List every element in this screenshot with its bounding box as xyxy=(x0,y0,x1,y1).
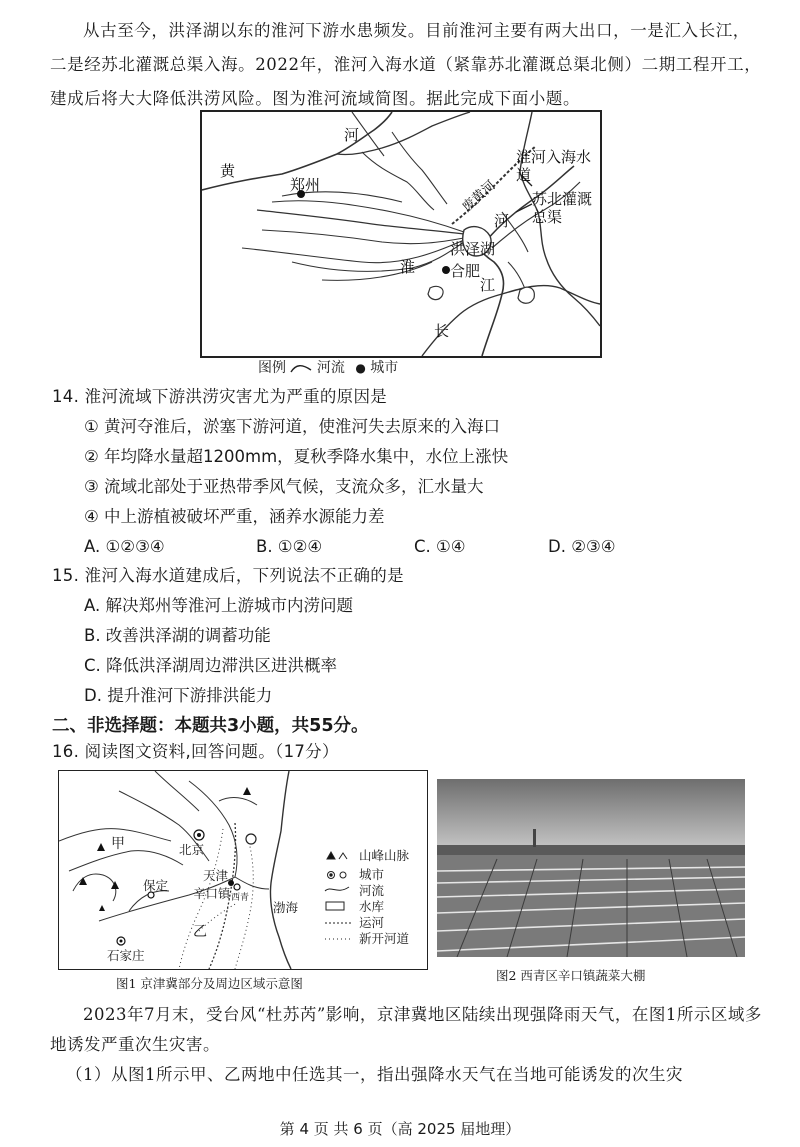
label-zhengzhou: 郑州 xyxy=(290,176,321,194)
huai-river-map xyxy=(200,110,602,358)
q14-item-1: ① 黄河夺淮后，淤塞下游河道，使淮河失去原来的入海口 xyxy=(84,417,501,436)
fig2-caption: 图2 西青区辛口镇蔬菜大棚 xyxy=(496,968,646,983)
label-jia: 甲 xyxy=(111,836,125,852)
label-shijiazhuang: 石家庄 xyxy=(107,948,145,963)
label-tianjin: 天津 xyxy=(203,868,229,883)
page-footer: 第 4 页 共 6 页（高 2025 届地理） xyxy=(279,1120,521,1138)
section-2-heading: 二、非选择题：本题共3小题，共55分。 xyxy=(52,716,369,736)
legend-prefix: 图例 xyxy=(258,360,286,376)
label-hefei: 合肥 xyxy=(450,262,481,280)
legend-river: 河流 xyxy=(359,883,385,898)
legend-reservoir: 水库 xyxy=(359,899,385,914)
q14-item-3: ③ 流域北部处于亚热带季风气候，支流众多，汇水量大 xyxy=(84,477,484,496)
label-baoding: 保定 xyxy=(143,878,169,893)
q14-choice-b: B. ①②④ xyxy=(256,537,323,556)
hefei-city-dot xyxy=(442,266,450,274)
label-feihuanghe: 废黄河 xyxy=(459,178,499,216)
label-huai: 淮 xyxy=(400,258,416,276)
q14-item-4: ④ 中上游植被破坏严重，涵养水源能力差 xyxy=(84,507,385,526)
label-beijing: 北京 xyxy=(179,842,205,857)
label-he: 河 xyxy=(344,126,360,144)
q15-stem: 15. 淮河入海水道建成后，下列说法不正确的是 xyxy=(52,566,404,585)
q16-stem: 16. 阅读图文资料,回答问题。（17分） xyxy=(52,742,339,761)
q14-choice-a: A. ①②③④ xyxy=(84,537,165,556)
q16-subquestion-1: （1）从图1所示甲、乙两地中任选其一，指出强降水天气在当地可能诱发的次生灾 xyxy=(66,1065,683,1084)
q15-choice-b: B. 改善洪泽湖的调蓄功能 xyxy=(84,626,271,645)
label-xinkouzhen: 辛口镇 xyxy=(193,886,231,901)
q14-stem: 14. 淮河流域下游洪涝灾害尤为严重的原因是 xyxy=(52,387,388,406)
legend-canal: 运河 xyxy=(359,915,385,930)
q15-choice-d: D. 提升淮河下游排洪能力 xyxy=(84,686,273,705)
q15-choice-a: A. 解决郑州等淮河上游城市内涝问题 xyxy=(84,596,353,615)
label-subei-canal: 苏北灌溉总渠 xyxy=(532,190,593,226)
greenhouse-photo xyxy=(437,779,745,957)
label-jiang: 江 xyxy=(480,276,496,294)
greenhouse-photo-drawing xyxy=(437,779,745,957)
legend-new-channel: 新开河道 xyxy=(359,931,410,946)
intro-paragraph: 从古至今，洪泽湖以东的淮河下游水患频发。目前淮河主要有两大出口，一是汇入长江，二是经苏北灌溉总渠入海。2022年，淮河入海水道（紧靠苏北灌溉总渠北侧）二期工程开工，建成后将大大降低洪涝风险。图为淮河流域简图。据此完成下面小题。 xyxy=(50,21,762,108)
legend-river: 河流 xyxy=(316,360,345,376)
label-bohai: 渤海 xyxy=(273,900,299,915)
label-chang: 长 xyxy=(434,322,450,340)
label-hongzehu: 洪泽湖 xyxy=(450,240,496,258)
label-huaihe-rhsd: 淮河入海水道 xyxy=(516,148,592,184)
legend-city: 城市 xyxy=(370,360,399,376)
label-yi: 乙 xyxy=(193,924,207,940)
q15-choice-c: C. 降低洪泽湖周边滞洪区进洪概率 xyxy=(84,656,338,675)
city-legend-icon: ● xyxy=(355,361,366,375)
map1-legend xyxy=(258,357,398,377)
legend-city: 城市 xyxy=(359,867,385,882)
jingjinji-map xyxy=(58,770,428,970)
q14-choice-c: C. ①④ xyxy=(414,537,466,556)
river-legend-icon xyxy=(290,362,312,374)
q14-choice-d: D. ②③④ xyxy=(548,537,616,556)
legend-mountain: 山峰山脉 xyxy=(359,848,410,863)
label-he-lower: 河 xyxy=(494,212,510,230)
q14-item-2: ② 年均降水量超1200mm，夏秋季降水集中，水位上涨快 xyxy=(84,447,509,466)
fig1-caption: 图1 京津冀部分及周边区域示意图 xyxy=(116,976,303,991)
q16-paragraph: 2023年7月末，受台风“杜苏芮”影响，京津冀地区陆续出现强降雨天气，在图1所示区域多地诱发严重次生灾害。 xyxy=(50,1005,762,1054)
label-xiqing: 西青 xyxy=(231,893,250,903)
label-huang: 黄 xyxy=(220,162,236,180)
